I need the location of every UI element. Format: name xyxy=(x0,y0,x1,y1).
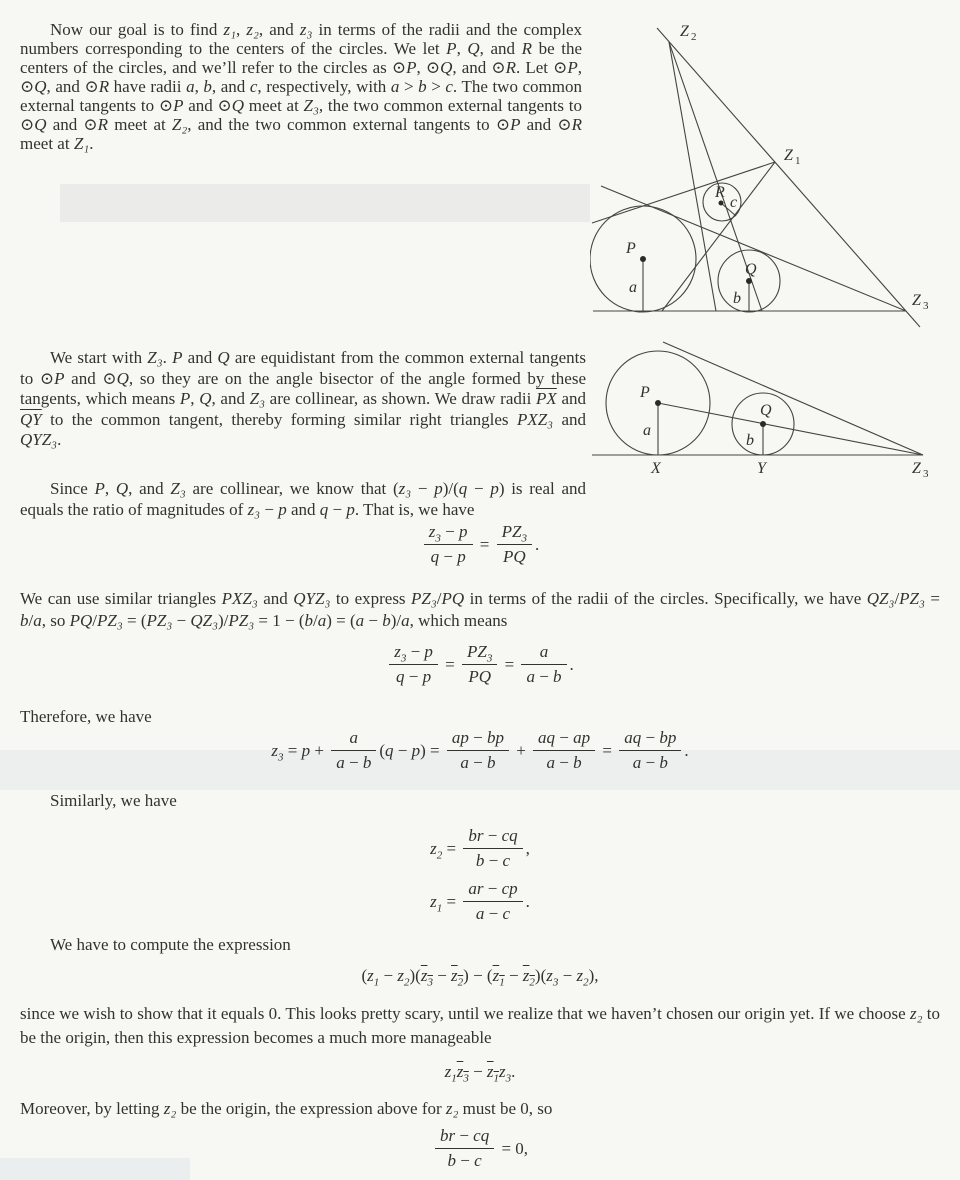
label-r: R xyxy=(715,184,725,201)
center-dot-q xyxy=(760,421,766,427)
equations-z2-z1 xyxy=(0,822,960,928)
paragraph-goal: Now our goal is to find z₁, z₂, and z₃ in terms of the radii and the complex numbers corresponding to the centers of the circles. We let P, Q, and R be the centers of the circles, and we’ll refer to the circles as ⊙P, ⊙Q, and ⊙R. Let ⊙P, ⊙Q, and ⊙R have radii a, b, and c, respectively, with a > b > c. The two common external tangents to ⊙P and ⊙Q meet at Z₃, the two common external tangents to ⊙Q and ⊙R meet at Z₂, and the two common external tangents to ⊙P and ⊙R meet at Z₁. xyxy=(20,20,583,153)
paragraph-start-with-z3: We start with Z₃. P and Q are equidistant from the common external tangents to ⊙P and ⊙Q, so they are on the angle bisector of the angle formed by these tangents, which means P, Q, and Z₃ are collinear, as shown. We draw radii $\overline{PX}$ and $\overline{QY}$ to the common tangent, thereby forming similar right triangles PXZ₃ and QYZ₃. xyxy=(20,348,587,449)
tangent-z1-upper xyxy=(592,162,775,223)
label-z3-sub: 3 xyxy=(923,468,929,478)
label-q: Q xyxy=(745,261,757,278)
label-z3-sub: 3 xyxy=(923,300,929,312)
label-z1-sub: 1 xyxy=(795,155,801,167)
paragraph-similarly: Similarly, we have xyxy=(50,791,177,810)
diagram-three-circles-tangents xyxy=(590,0,960,340)
equation-z3-formula: $z_3$ = p + $\frac{a}{a - b}$ ( q − p ) = $\frac{ap - bp}{a - b}$ + $\frac{aq - ap}{a - b}$ = $\frac{aq - bp}{a - b}$ . xyxy=(271,728,689,772)
paragraph-similar-triangles: We can use similar triangles PXZ₃ and QYZ₃ to express PZ₃/PQ in terms of the radii of the circles. Specifically, we have QZ₃/PZ₃ = b/a, so PQ/PZ₃ = (PZ₃ − QZ₃)/PZ₃ = 1 − (b/a) = (a − b)/a, which means xyxy=(20,589,940,630)
label-x: X xyxy=(651,460,661,477)
label-z1: Z xyxy=(784,147,793,164)
label-a: a xyxy=(643,422,651,439)
label-z3: Z xyxy=(912,460,921,477)
monge-line-z2-z1-z3 xyxy=(657,28,920,327)
paragraph-moreover: Moreover, by letting z₂ be the origin, the expression above for z₂ must be 0, so xyxy=(20,1099,553,1118)
label-z3: Z xyxy=(912,292,921,309)
equation-conjugate-expression: ( $z_1$ − $z_2$ )( $z_3$ − $z_2$ ) − ( $z_1$ − $z_2$ )( $z_3$ − $z_2$ ), xyxy=(361,966,599,989)
equation-ratio-radii: $\frac{z_3 - p}{q - p}$ = $\frac{PZ_3}{PQ}$ = $\frac{a}{a - b}$ . xyxy=(0,642,960,687)
upper-tangent-line xyxy=(663,342,923,455)
label-p: P xyxy=(640,384,650,401)
label-q: Q xyxy=(760,402,772,419)
paragraph-therefore: Therefore, we have xyxy=(20,707,152,726)
paragraph-compute-expression: We have to compute the expression xyxy=(50,935,291,954)
center-dot-q xyxy=(746,278,752,284)
center-dot-p xyxy=(640,256,646,262)
equation-z1-formula: $z_1$ = $\frac{ar - cp}{a - c}$ . xyxy=(430,879,530,923)
scan-artifact-band xyxy=(60,184,590,222)
paragraph-collinear: Since P, Q, and Z₃ are collinear, we know that (z₃ − p)/(q − p) is real and equals the ratio of magnitudes of z₃ − p and q − p. That is, we have xyxy=(20,479,587,519)
label-a: a xyxy=(629,279,637,296)
label-b: b xyxy=(733,290,741,307)
paragraph-choose-origin: since we wish to show that it equals 0. This looks pretty scary, until we realize that we haven’t chosen our origin yet. If we choose z₂ to be the origin, then this expression becomes a much more manageable xyxy=(20,1004,940,1047)
center-dot-p xyxy=(655,400,661,406)
equation-collinearity-ratio: $\frac{z_3 - p}{q - p}$ = $\frac{PZ_3}{PQ}$ . xyxy=(0,522,960,567)
label-z2-sub: 2 xyxy=(691,31,697,43)
diagram-similar-right-triangles xyxy=(588,340,960,478)
center-dot-r xyxy=(719,201,724,206)
equation-z2-zero: $\frac{br - cq}{b - c}$ = 0, xyxy=(0,1126,960,1171)
label-y: Y xyxy=(757,460,766,477)
equation-simplified-expression: $z_1$ $z_3$ − $z_1$ $z_3$ . xyxy=(444,1062,516,1085)
equation-z2-formula: $z_2$ = $\frac{br - cq}{b - c}$ , xyxy=(430,826,530,870)
label-b: b xyxy=(746,432,754,449)
label-z2: Z xyxy=(680,23,689,40)
label-c: c xyxy=(730,194,738,211)
label-p: P xyxy=(626,240,636,257)
